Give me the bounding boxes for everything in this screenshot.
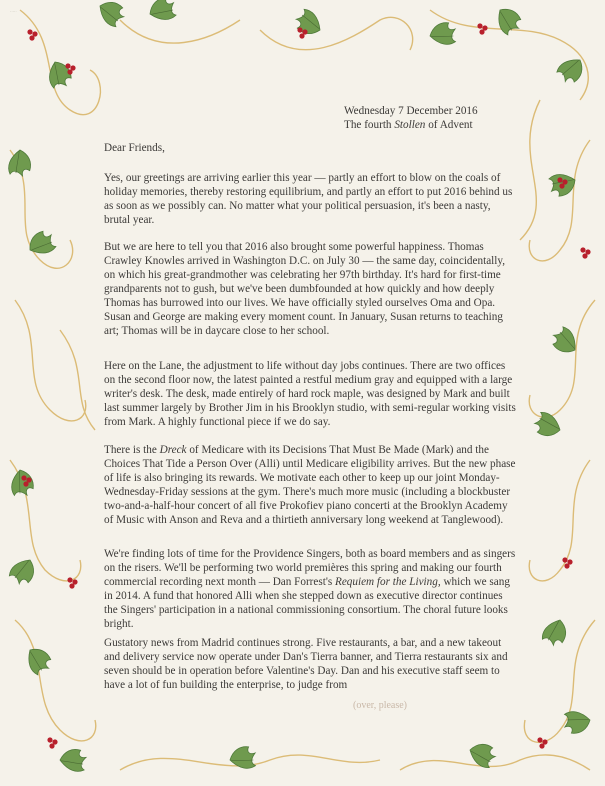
paragraph: Yes, our greetings are arriving earlier this year — partly an effort to blow on the coals of holiday memories, thereby restoring equilibrium, and partly an effort to put 2016 behind us as soon as we possibly can. No matter what your political persuasion, it's been a nasty, brutal year. [104,172,513,227]
corner-imprint: ····· [10,9,17,14]
paragraph: We're finding lots of time for the Providence Singers, both as board members and as singers on the risers. We'll be performing two world premières this spring and making our fourth commercial recording next month — Dan Forrest's Requiem for the Living, which we sang in 2014. A fund that honored Alli when she stepped down as executive director continues the Singers' participation in a national commissioning consortium. The choral future looks bright. [104,548,516,631]
paragraph: There is the Dreck of Medicare with its Decisions That Must Be Made (Mark) and the Choices That Tide a Person Over (Alli) until Medicare eligibility arrives. But the new phase of life is also bringing its rewards. We motivate each other to keep up our joint Monday-Wednesday-Friday sessions at the gym. There's much more music (including a blockbuster two-and-a-half-hour concert of all five Prokofiev piano concerti at the Brooklyn Academy of Music with Anson and Reva and a thirtieth anniversary long weekend at Tanglewood). [104,444,516,527]
over-please-note: (over, please) [353,700,408,711]
paragraph: Gustatory news from Madrid continues strong. Five restaurants, a bar, and a new takeout and delivery service now operate under Dan's Tierra banner, and Tierra restaurants six and seven should be in operation before Valentine's Day. Dan and his executive staff seem to have a lot of fun building the enterprise, to judge from [104,637,508,692]
dateline [344,104,514,132]
paragraph: But we are here to tell you that 2016 also brought some powerful happiness. Thomas Crawley Knowles arrived in Washington D.C. on July 30 — the same day, coincidentally, on which his great-grandmother was celebrating her 97th birthday. It's hard for first-time grandparents not to gush, but we've been dumbfounded at how quickly and how deeply Thomas has burrowed into our lives. We have officially styled ourselves Oma and Opa. Susan and George are making every moment count. In January, Susan returns to teaching art; Thomas will be in daycare close to her school. [104,241,506,338]
greeting: Dear Friends, [104,142,165,154]
letter-subtitle: The fourth Stollen of Advent [344,119,473,131]
letter-date: Wednesday 7 December 2016 [344,105,478,117]
paragraph: Here on the Lane, the adjustment to life without day jobs continues. There are two offices on the second floor now, the latest painted a restful medium gray and equipped with a large writer's desk. The desk, made entirely of hard rock maple, was designed by Mark and built last summer largely by Brother Jim in his Brooklyn studio, with semi-regular working visits from Mark. A highly functional piece if we do say. [104,360,516,429]
